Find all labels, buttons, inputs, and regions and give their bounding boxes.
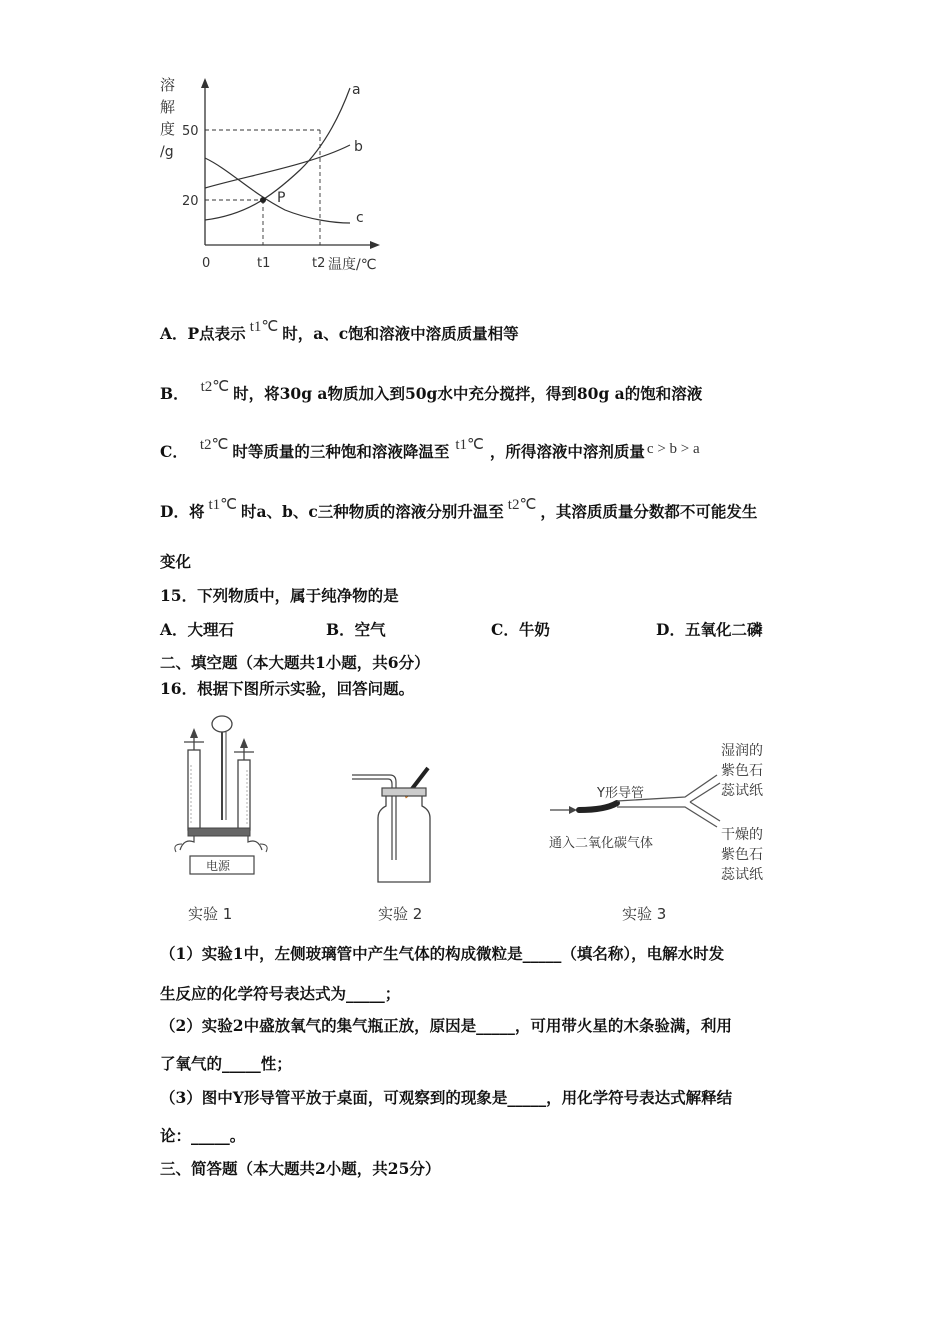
curve-a-label: a: [352, 82, 361, 98]
option-c-order: c > b > a: [646, 441, 700, 457]
curve-c-label: c: [356, 210, 364, 226]
option-a-temp: t1℃: [249, 319, 279, 335]
solubility-graph: [150, 70, 390, 280]
exp2-label: 实验 2: [378, 905, 423, 923]
wet-paper-2: 紫色石: [721, 763, 763, 779]
option-c: [160, 437, 700, 462]
q16-part3-line1: （3）图中Y形导管平放于桌面，可观察到的现象是_____，用化学符号表达式解释结: [160, 1088, 733, 1107]
option-d-continued: 变化: [160, 552, 192, 571]
q15-option-b: B．空气: [326, 620, 386, 639]
option-d-mid: 时a、b、c三种物质的溶液分别升温至: [240, 502, 504, 521]
x-tick-t1: t1: [257, 256, 271, 271]
option-d-rest: ，其溶质质量分数都不可能发生: [540, 502, 758, 521]
q16-part1-line2: 生反应的化学符号表达式为_____；: [160, 984, 401, 1003]
q15-option-a: A．大理石: [160, 620, 235, 639]
option-b: [160, 379, 703, 404]
graph-ylabel-4: /g: [160, 144, 174, 160]
option-b-prefix: B．: [160, 384, 189, 403]
x-axis-label: 温度/℃: [328, 257, 377, 273]
section3-heading: 三、简答题（本大题共2小题，共25分）: [160, 1159, 441, 1178]
q15-stem: 15．下列物质中，属于纯净物的是: [160, 586, 399, 605]
option-a-prefix: A．P点表示: [160, 324, 246, 343]
x-tick-t2: t2: [312, 256, 326, 271]
option-b-temp: t2℃: [200, 379, 230, 395]
co2-label: 通入二氧化碳气体: [549, 836, 654, 851]
option-d-temp1: t1℃: [208, 497, 237, 513]
option-c-prefix: C．: [160, 442, 188, 461]
q15-option-c: C．牛奶: [491, 620, 550, 639]
experiment-2-figure: [350, 760, 440, 890]
graph-x-arrow: [370, 241, 380, 249]
graph-ylabel-3: 度: [160, 120, 176, 138]
exp1-label: 实验 1: [188, 905, 233, 923]
option-c-mid: 时等质量的三种饱和溶液降温至: [232, 442, 450, 461]
option-c-temp1: t2℃: [199, 437, 229, 453]
q16-part2-line2: 了氧气的_____性；: [160, 1054, 292, 1073]
ytube-label: Y形导管: [597, 786, 644, 801]
exp3-label: 实验 3: [622, 905, 667, 923]
option-d-temp2: t2℃: [507, 497, 537, 513]
curve-b: [205, 145, 350, 188]
option-a: [160, 319, 519, 344]
dry-paper-1: 干燥的: [721, 827, 763, 843]
y-tick-20: 20: [182, 194, 199, 209]
q16-part1-line1: （1）实验1中，左侧玻璃管中产生气体的构成微粒是_____（填名称），电解水时发: [160, 944, 725, 963]
point-p: [260, 197, 266, 203]
q16-stem: 16．根据下图所示实验，回答问题。: [160, 679, 415, 698]
wet-paper-1: 湿润的: [721, 743, 763, 759]
experiment-3-figure: [545, 735, 785, 885]
y-tick-50: 50: [182, 124, 199, 139]
point-p-label: P: [277, 190, 286, 206]
x-tick-0: 0: [202, 256, 211, 271]
option-c-rest: ，所得溶液中溶剂质量: [489, 442, 645, 461]
curve-b-label: b: [354, 139, 363, 155]
dry-paper-3: 蕊试纸: [721, 867, 763, 883]
q15-option-d: D．五氧化二磷: [656, 620, 763, 639]
option-b-rest: 时，将30g a物质加入到50g水中充分搅拌，得到80g a的饱和溶液: [233, 384, 703, 403]
option-a-rest: 时，a、c饱和溶液中溶质质量相等: [282, 324, 519, 343]
wet-paper-3: 蕊试纸: [721, 783, 763, 799]
section2-heading: 二、填空题（本大题共1小题，共6分）: [160, 653, 430, 672]
graph-ylabel-2: 解: [160, 98, 176, 116]
q16-part3-line2: 论：_____。: [160, 1126, 246, 1145]
option-d-prefix: D．将: [160, 502, 205, 521]
graph-ylabel-1: 溶: [160, 76, 176, 94]
dry-paper-2: 紫色石: [721, 847, 763, 863]
power-label: 电源: [206, 859, 231, 873]
q16-part2-line1: （2）实验2中盛放氧气的集气瓶正放，原因是_____，可用带火星的木条验满，利用: [160, 1016, 732, 1035]
experiment-1-figure: [170, 710, 280, 885]
graph-y-arrow: [201, 78, 209, 88]
option-d: [160, 497, 758, 522]
option-c-temp2: t1℃: [455, 437, 484, 453]
